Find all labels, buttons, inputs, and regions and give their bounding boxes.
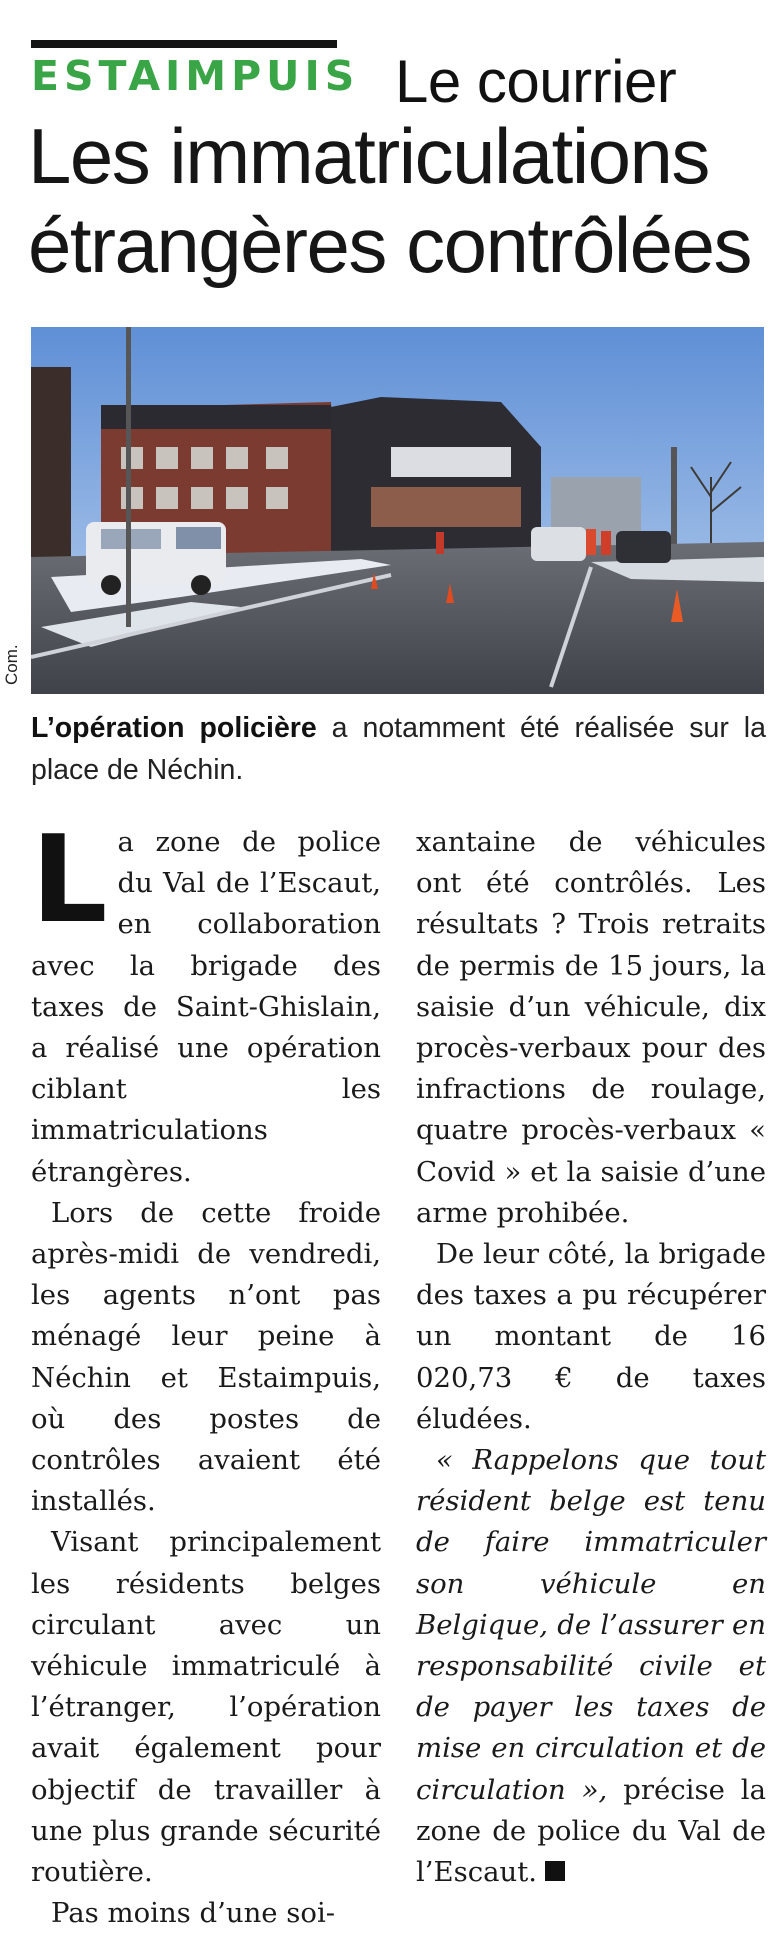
photo-caption [31, 707, 766, 791]
drop-cap: L [31, 811, 108, 950]
paragraph: Lors de cette froide après-midi de vendredi, les agents n’ont pas ménagé leur peine à Néchin et Estaimpuis, où des postes de contrôles avaient été installés. [31, 1196, 381, 1518]
article-column-2 [416, 822, 766, 1934]
caption-lead: L’opération policière [31, 712, 317, 744]
headline: Les immatriculations étrangères contrôlées [28, 112, 751, 289]
article-body [31, 811, 766, 1934]
paragraph-text: précise la zone de police du Val de l’Escaut. [416, 1773, 766, 1889]
rubric-title: Le courrier [395, 48, 677, 115]
photo-credit: Com. [2, 644, 21, 685]
paragraph [416, 1440, 766, 1893]
paragraph-text: a zone de police du Val de l’Escaut, en collaboration avec la brigade des taxes de Saint-Ghislain, a réalisé une opération ciblant les immatriculations étrangères. [31, 826, 381, 1188]
article-column-1 [31, 811, 381, 1934]
quote-text: « Rappelons que tout résident belge est tenu de faire immatriculer son véhicule en Belgique, de l’assurer en responsabilité civile et de payer les taxes de mise en circulation et de circulation », [416, 1444, 766, 1806]
section-kicker: ESTAIMPUIS [31, 52, 360, 100]
street-photo-icon [31, 327, 764, 694]
caption-text: a notamment été réalisée sur la place de Néchin. [31, 712, 766, 786]
paragraph: Pas moins d’une soi- [51, 1897, 336, 1930]
end-mark-icon [545, 1861, 565, 1881]
paragraph [31, 811, 381, 1193]
article-photo [31, 327, 764, 694]
top-rule [31, 40, 337, 48]
paragraph: Visant principalement les résidents belges circulant avec un véhicule immatriculé à l’étranger, l’opération avait également pour objectif de travailler à une plus grande sécurité routière. [31, 1526, 381, 1889]
paragraph: xantaine de véhicules ont été contrôlés. Les résultats ? Trois retraits de permis de 15 jours, la saisie d’un véhicule, dix procès-verbaux pour des infractions de roulage, quatre procès-verbaux « Covid » et la saisie d’une arme prohibée. [416, 826, 766, 1229]
paragraph: De leur côté, la brigade des taxes a pu récupérer un montant de 16 020,73 € de taxes éludées. [416, 1238, 766, 1435]
